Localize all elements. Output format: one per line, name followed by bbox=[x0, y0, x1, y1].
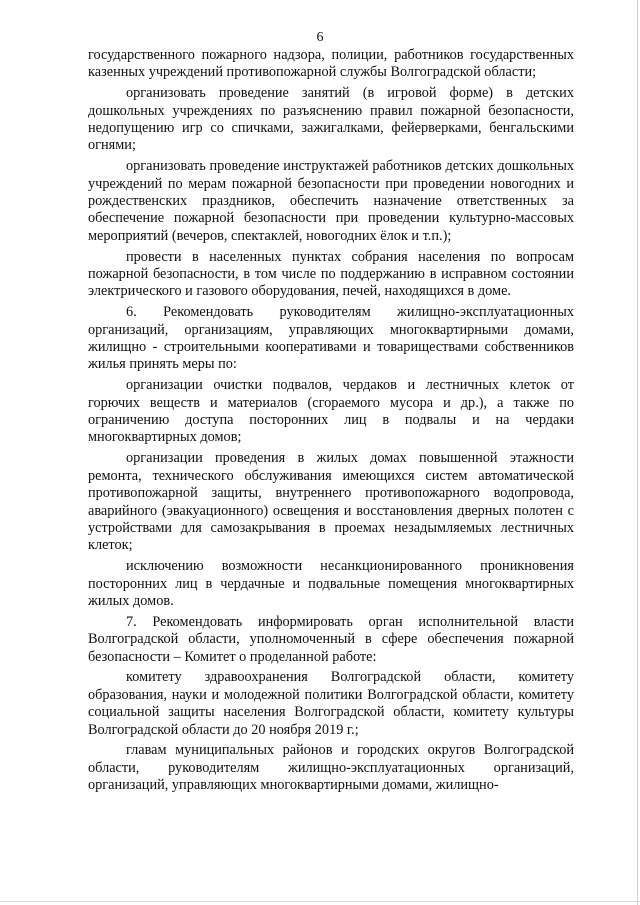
paragraph-item-6: 6. Рекомендовать руководителям жилищно-эксплуатационных организаций, организациям, управляющих многоквартирными домами, жилищно - строительными кооперативами и товариществами собственников жилья принять меры по: bbox=[88, 304, 574, 373]
paragraph-municipal-heads: главам муниципальных районов и городских округов Волгоградской области, руководителям жилищно-эксплуатационных организаций, организаций, управляющих многоквартирными домами, жилищно- bbox=[88, 742, 574, 794]
paragraph-continuation: государственного пожарного надзора, полиции, работников государственных казенных учреждений противопожарной службы Волгоградской области; bbox=[88, 47, 574, 81]
paragraph-population-meetings: провести в населенных пунктах собрания населения по вопросам пожарной безопасности, в том числе по поддержанию в исправном состоянии электрического и газового оборудования, печей, находящихся в доме. bbox=[88, 248, 574, 300]
paragraph-basement-cleaning: организации очистки подвалов, чердаков и лестничных клеток от горючих веществ и материалов (сгораемого мусора и др.), а также по ограничению доступа посторонних лиц в подвалы и на чердаки многоквартирных домов; bbox=[88, 377, 574, 446]
page-edge-right bbox=[637, 0, 638, 905]
paragraph-unauthorized-access: исключению возможности несанкционированного проникновения посторонних лиц в чердачные и подвальные помещения многоквартирных жилых домов. bbox=[88, 558, 574, 609]
page-edge-bottom bbox=[0, 901, 640, 902]
paragraph-high-rise-maintenance: организации проведения в жилых домах повышенной этажности ремонта, технического обслуживания имеющихся систем автоматической противопожарной защиты, внутреннего противопожарного водопровода, аварийного (эвакуационного) освещения и восстановления дверных полотен с устройствами для самозакрывания в проемах незадымляемых лестничных клеток; bbox=[88, 450, 574, 554]
paragraph-staff-briefings: организовать проведение инструктажей работников детских дошкольных учреждений по мерам пожарной безопасности при проведении новогодних и рождественских праздников, обеспечить назначение ответственных за обеспечение пожарной безопасности при проведении культурно-массовых мероприятий (вечеров, спектаклей, новогодних ёлок и т.п.); bbox=[88, 158, 574, 244]
paragraph-committees: комитету здравоохранения Волгоградской области, комитету образования, науки и молодежной политики Волгоградской области, комитету социальной защиты населения Волгоградской области, комитету культуры Волгоградской области до 20 ноября 2019 г.; bbox=[88, 669, 574, 738]
document-body bbox=[88, 47, 574, 798]
page-number: 6 bbox=[316, 30, 324, 45]
paragraph-kindergarten-lessons: организовать проведение занятий (в игровой форме) в детских дошкольных учреждениях по разъяснению правил пожарной безопасности, недопущению игр со спичками, зажигалками, фейерверками, бенгальскими огнями; bbox=[88, 85, 574, 154]
paragraph-item-7: 7. Рекомендовать информировать орган исполнительной власти Волгоградской области, уполномоченный в сфере обеспечения пожарной безопасности – Комитет о проделанной работе: bbox=[88, 613, 574, 665]
